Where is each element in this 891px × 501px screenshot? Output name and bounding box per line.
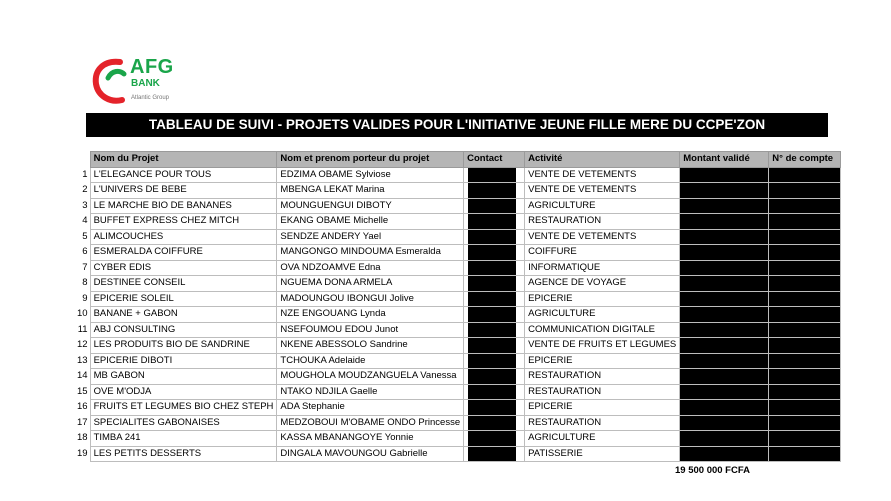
afg-bank-logo [90,54,200,109]
cell-owner: OVA NDZOAMVE Edna [277,260,464,276]
cell-contact-redacted [464,167,525,183]
row-index: 2 [82,184,88,196]
cell-account-redacted [769,291,841,307]
cell-account-redacted [769,431,841,447]
header-index [74,152,90,168]
table-row [74,307,841,323]
cell-project: LES PRODUITS BIO DE SANDRINE [90,338,277,354]
cell-owner: ADA Stephanie [277,400,464,416]
cell-activity: RESTAURATION [525,384,680,400]
cell-amount-redacted [680,415,769,431]
cell-account-redacted [769,276,841,292]
cell-owner: NGUEMA DONA ARMELA [277,276,464,292]
cell-activity: RESTAURATION [525,415,680,431]
row-index: 9 [82,292,88,304]
cell-owner: NSEFOUMOU EDOU Junot [277,322,464,338]
cell-activity: AGRICULTURE [525,198,680,214]
cell-account-redacted [769,229,841,245]
cell-contact-redacted [464,369,525,385]
cell-contact-redacted [464,322,525,338]
cell-project: ABJ CONSULTING [90,322,277,338]
header-owner: Nom et prenom porteur du projet [277,152,464,168]
row-index: 14 [77,370,88,382]
cell-activity: AGRICULTURE [525,307,680,323]
cell-activity: VENTE DE VETEMENTS [525,183,680,199]
cell-owner: TCHOUKA Adelaide [277,353,464,369]
cell-project: BANANE + GABON [90,307,277,323]
cell-project: L'ELEGANCE POUR TOUS [90,167,277,183]
table-row [74,431,841,447]
cell-owner: MBENGA LEKAT Marina [277,183,464,199]
cell-account-redacted [769,260,841,276]
table-row [74,198,841,214]
cell-contact-redacted [464,415,525,431]
header-amount: Montant validé [680,152,769,168]
cell-contact-redacted [464,245,525,261]
cell-account-redacted [769,167,841,183]
row-index: 17 [77,416,88,428]
cell-amount-redacted [680,260,769,276]
cell-amount-redacted [680,353,769,369]
cell-project: L'UNIVERS DE BEBE [90,183,277,199]
cell-contact-redacted [464,276,525,292]
cell-owner: DINGALA MAVOUNGOU Gabrielle [277,446,464,462]
cell-amount-redacted [680,322,769,338]
cell-owner: MOUGHOLA MOUDZANGUELA Vanessa [277,369,464,385]
cell-amount-redacted [680,446,769,462]
cell-project: EPICERIE DIBOTI [90,353,277,369]
row-index: 13 [77,354,88,366]
cell-owner: KASSA MBANANGOYE Yonnie [277,431,464,447]
cell-amount-redacted [680,384,769,400]
header-activity: Activité [525,152,680,168]
cell-activity: RESTAURATION [525,369,680,385]
table-row [74,353,841,369]
cell-project: LE MARCHE BIO DE BANANES [90,198,277,214]
table-row [74,183,841,199]
cell-project: BUFFET EXPRESS CHEZ MITCH [90,214,277,230]
table-row [74,384,841,400]
table-row [74,338,841,354]
cell-project: ALIMCOUCHES [90,229,277,245]
cell-activity: AGENCE DE VOYAGE [525,276,680,292]
cell-contact-redacted [464,214,525,230]
row-index: 18 [77,432,88,444]
cell-activity: VENTE DE VETEMENTS [525,229,680,245]
cell-activity: EPICERIE [525,400,680,416]
table-row [74,229,841,245]
cell-account-redacted [769,338,841,354]
cell-amount-redacted [680,245,769,261]
cell-project: SPECIALITES GABONAISES [90,415,277,431]
row-index: 5 [82,230,88,242]
cell-contact-redacted [464,446,525,462]
cell-account-redacted [769,245,841,261]
cell-project: TIMBA 241 [90,431,277,447]
cell-amount-redacted [680,307,769,323]
cell-contact-redacted [464,183,525,199]
table-row [74,260,841,276]
cell-activity: INFORMATIQUE [525,260,680,276]
cell-activity: EPICERIE [525,353,680,369]
projects-table [74,151,841,462]
cell-account-redacted [769,446,841,462]
cell-contact-redacted [464,307,525,323]
row-index: 11 [77,323,88,335]
table-row [74,291,841,307]
row-index: 16 [77,401,88,413]
cell-amount-redacted [680,183,769,199]
cell-amount-redacted [680,400,769,416]
cell-account-redacted [769,400,841,416]
cell-owner: MADOUNGOU IBONGUI Jolive [277,291,464,307]
row-index: 15 [77,385,88,397]
cell-owner: SENDZE ANDERY Yael [277,229,464,245]
table-row [74,400,841,416]
cell-amount-redacted [680,214,769,230]
cell-owner: EDZIMA OBAME Sylviose [277,167,464,183]
cell-project: ESMERALDA COIFFURE [90,245,277,261]
document-title: TABLEAU DE SUIVI - PROJETS VALIDES POUR L'INITIATIVE JEUNE FILLE MERE DU CCPE'ZON [86,113,828,137]
cell-contact-redacted [464,400,525,416]
cell-amount-redacted [680,229,769,245]
table-header-row [74,152,841,168]
cell-account-redacted [769,322,841,338]
header-contact: Contact [464,152,525,168]
cell-owner: MEDZOBOUI M'OBAME ONDO Princesse [277,415,464,431]
cell-project: DESTINEE CONSEIL [90,276,277,292]
cell-contact-redacted [464,338,525,354]
cell-account-redacted [769,353,841,369]
cell-activity: AGRICULTURE [525,431,680,447]
table-row [74,276,841,292]
cell-activity: RESTAURATION [525,214,680,230]
cell-contact-redacted [464,384,525,400]
table-row [74,415,841,431]
cell-account-redacted [769,307,841,323]
table-row [74,245,841,261]
cell-project: EPICERIE SOLEIL [90,291,277,307]
cell-amount-redacted [680,198,769,214]
cell-amount-redacted [680,431,769,447]
cell-amount-redacted [680,276,769,292]
cell-owner: EKANG OBAME Michelle [277,214,464,230]
cell-amount-redacted [680,369,769,385]
row-index: 1 [82,168,88,180]
cell-account-redacted [769,214,841,230]
logo-brand-text: AFG [130,56,174,78]
total-amount: 19 500 000 FCFA [675,465,750,476]
row-index: 4 [82,215,88,227]
row-index: 12 [77,339,88,351]
header-project: Nom du Projet [90,152,277,168]
cell-amount-redacted [680,291,769,307]
cell-contact-redacted [464,198,525,214]
cell-amount-redacted [680,338,769,354]
cell-account-redacted [769,369,841,385]
cell-project: CYBER EDIS [90,260,277,276]
cell-activity: VENTE DE VETEMENTS [525,167,680,183]
cell-project: OVE M'ODJA [90,384,277,400]
afg-logo-icon [90,56,130,106]
logo-group-text: Atlantic Group [131,95,170,101]
cell-owner: NTAKO NDJILA Gaelle [277,384,464,400]
cell-amount-redacted [680,167,769,183]
cell-activity: EPICERIE [525,291,680,307]
cell-account-redacted [769,415,841,431]
cell-owner: MOUNGUENGUI DIBOTY [277,198,464,214]
cell-project: FRUITS ET LEGUMES BIO CHEZ STEPH [90,400,277,416]
row-index: 6 [82,246,88,258]
cell-activity: COMMUNICATION DIGITALE [525,322,680,338]
cell-contact-redacted [464,229,525,245]
header-account: N° de compte [769,152,841,168]
table-row [74,446,841,462]
row-index: 10 [77,308,88,320]
cell-contact-redacted [464,431,525,447]
cell-project: LES PETITS DESSERTS [90,446,277,462]
cell-account-redacted [769,384,841,400]
cell-owner: MANGONGO MINDOUMA Esmeralda [277,245,464,261]
cell-project: MB GABON [90,369,277,385]
cell-owner: NZE ENGOUANG Lynda [277,307,464,323]
table-row [74,214,841,230]
cell-contact-redacted [464,291,525,307]
cell-contact-redacted [464,353,525,369]
row-index: 8 [82,277,88,289]
row-index: 19 [77,447,88,459]
cell-activity: COIFFURE [525,245,680,261]
cell-owner: NKENE ABESSOLO Sandrine [277,338,464,354]
table-row [74,167,841,183]
table-row [74,322,841,338]
cell-activity: VENTE DE FRUITS ET LEGUMES [525,338,680,354]
cell-account-redacted [769,183,841,199]
row-index: 3 [82,199,88,211]
row-index: 7 [82,261,88,273]
cell-account-redacted [769,198,841,214]
table-row [74,369,841,385]
cell-activity: PATISSERIE [525,446,680,462]
cell-contact-redacted [464,260,525,276]
logo-bank-text: BANK [131,78,160,89]
